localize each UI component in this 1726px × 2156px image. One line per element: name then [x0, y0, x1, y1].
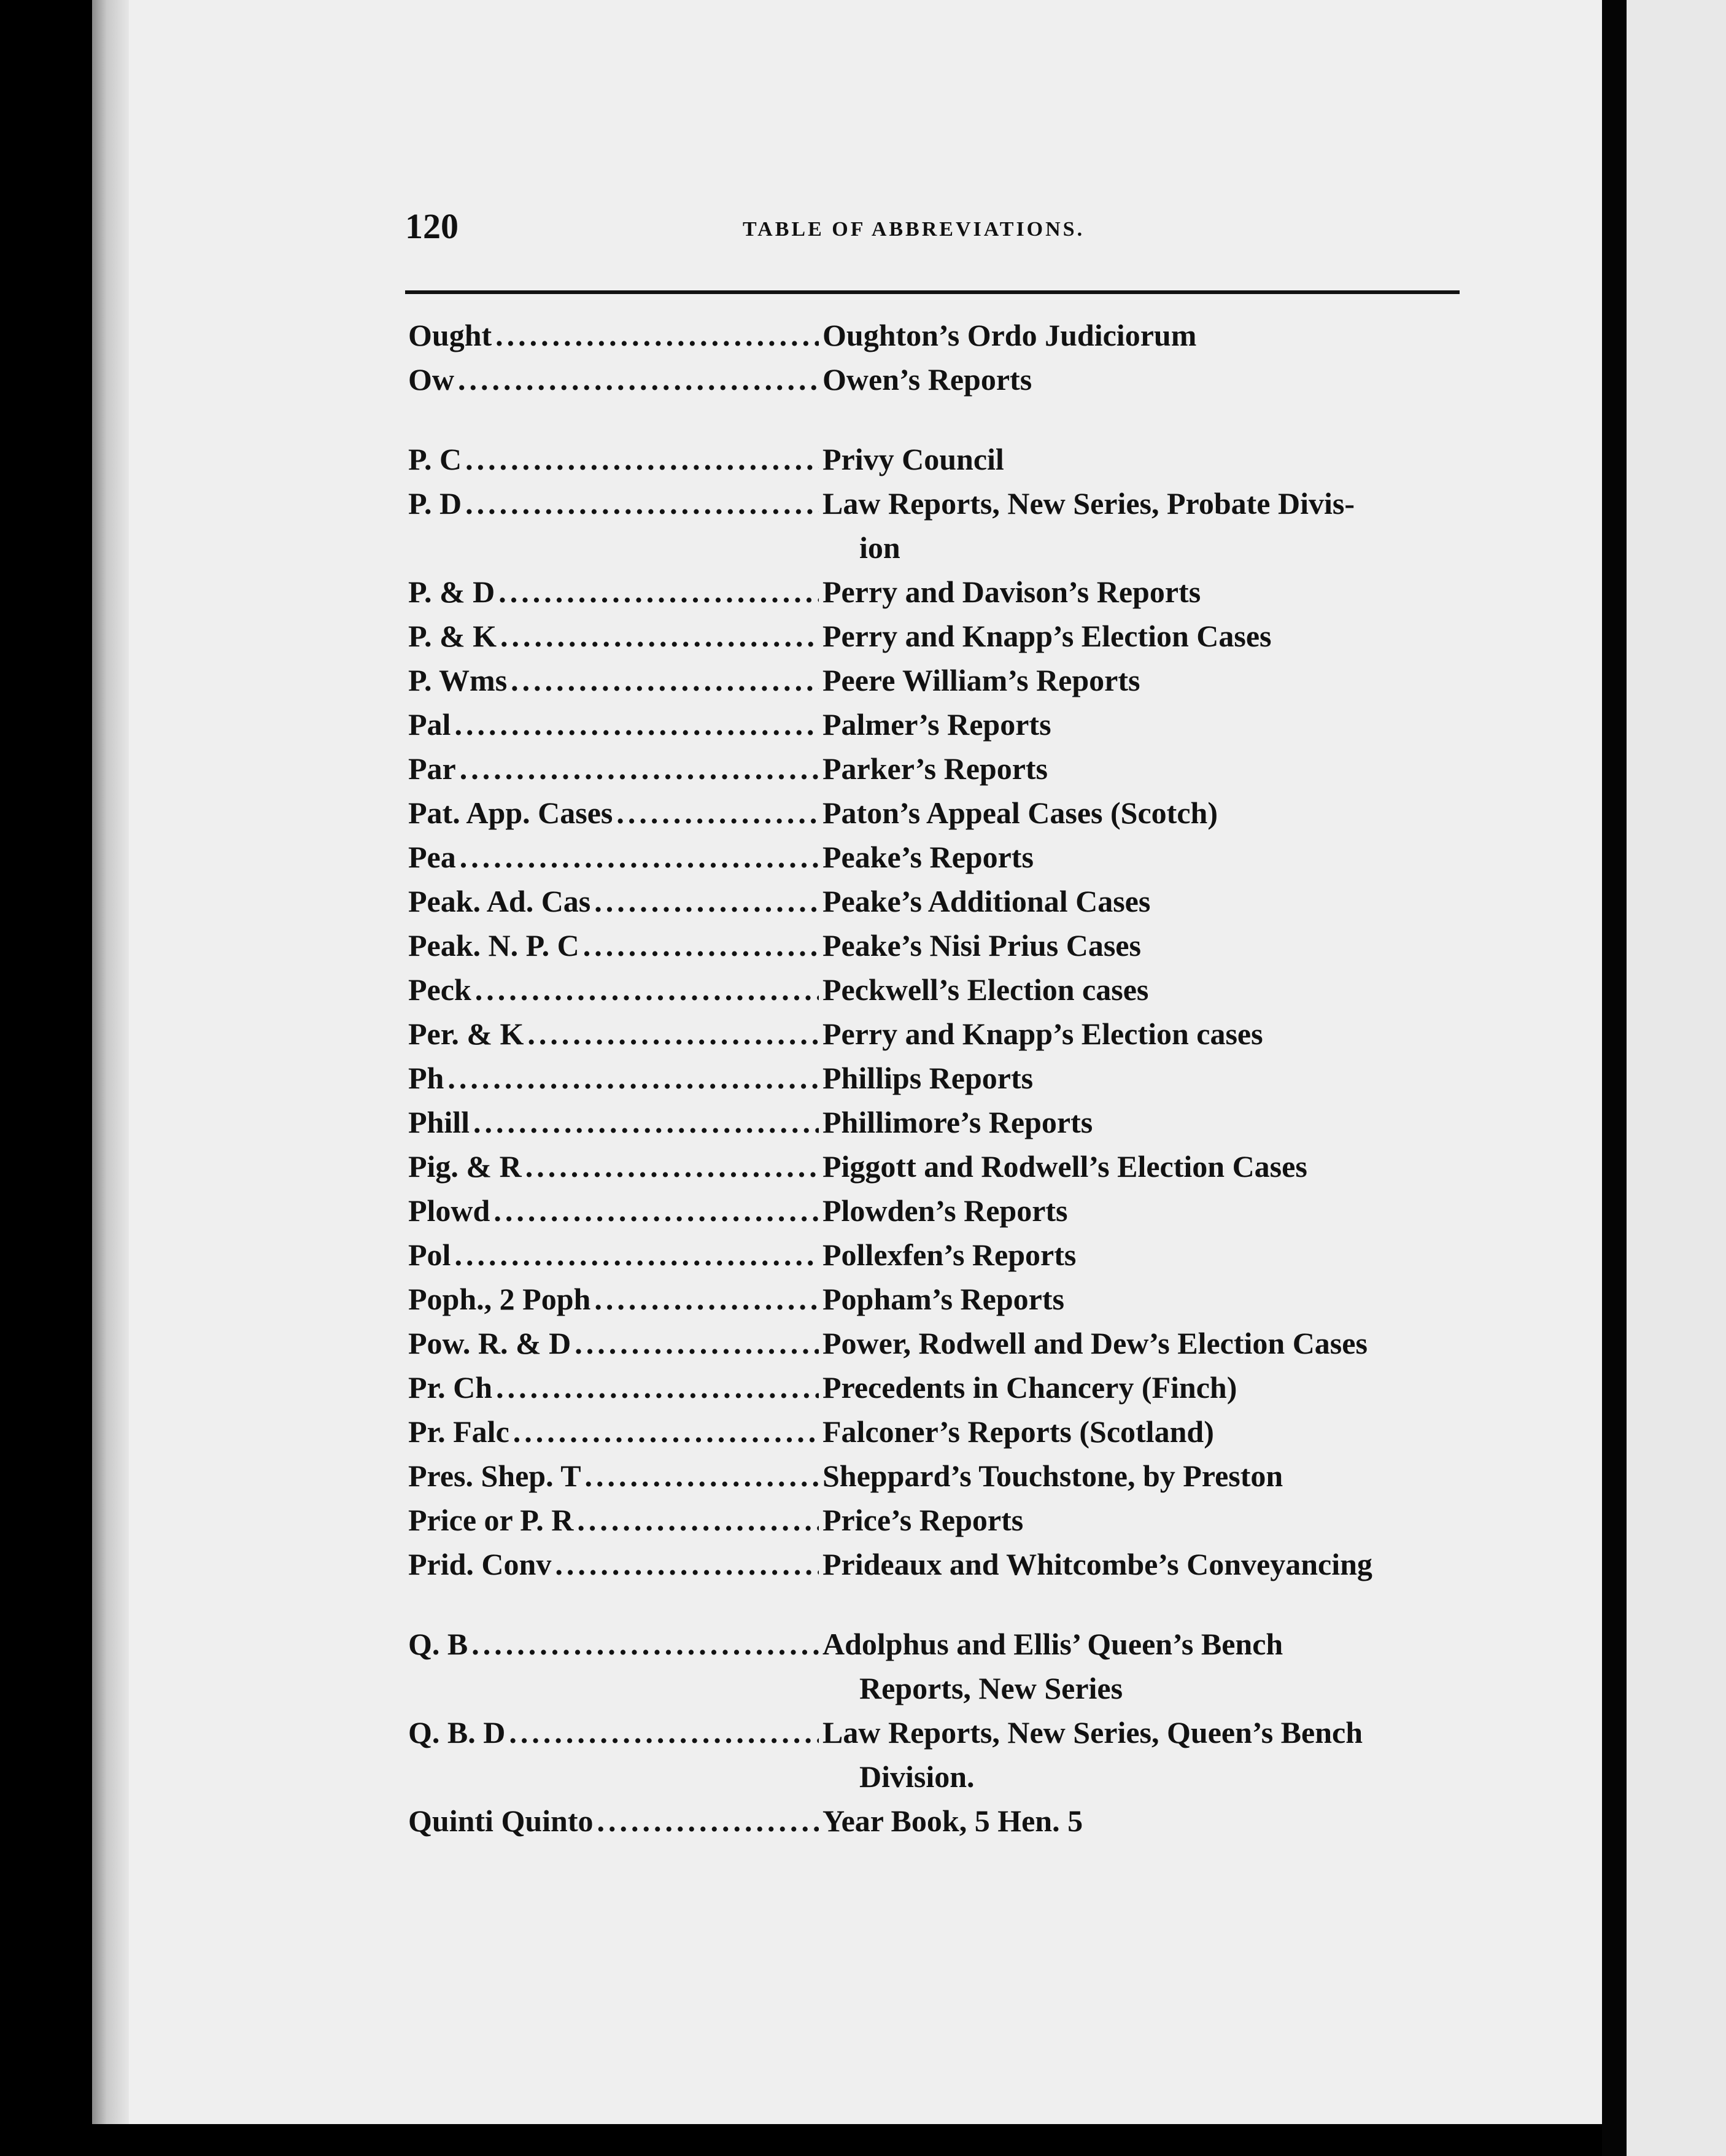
expansion-multiline	[822, 1710, 1467, 1799]
list-item	[408, 746, 1467, 791]
list-item	[408, 614, 1467, 658]
header-rule	[405, 290, 1460, 294]
list-item	[408, 1498, 1467, 1542]
list-item	[408, 570, 1467, 614]
expansion-multiline	[822, 481, 1467, 570]
dot-leader	[496, 1365, 819, 1410]
list-item	[408, 923, 1467, 967]
page-number: 120	[405, 206, 459, 246]
list-item	[408, 1144, 1467, 1189]
dot-leader	[585, 1454, 819, 1498]
abbreviation: Price or P. R	[408, 1503, 574, 1537]
dot-leader	[525, 1144, 819, 1189]
list-item	[408, 1056, 1467, 1100]
dot-leader	[458, 357, 819, 401]
expansion: Phillimore’s Reports	[822, 1105, 1093, 1139]
expansion: Peake’s Reports	[822, 840, 1034, 874]
list-item	[408, 1542, 1467, 1586]
list-item	[408, 658, 1467, 702]
list-item	[408, 1365, 1467, 1410]
list-item	[408, 1410, 1467, 1454]
list-item	[408, 313, 1467, 357]
abbreviation: Phill	[408, 1105, 470, 1139]
list-item	[408, 791, 1467, 835]
expansion: Peckwell’s Election cases	[822, 972, 1149, 1007]
dot-leader	[575, 1321, 819, 1365]
list-item	[408, 437, 1467, 481]
expansion: Peake’s Additional Cases	[822, 884, 1151, 918]
page-header	[405, 206, 1461, 255]
abbreviation: Prid. Conv	[408, 1547, 552, 1581]
facing-page-edge	[1627, 0, 1726, 2156]
list-item	[408, 1233, 1467, 1277]
dot-leader	[471, 1622, 819, 1666]
dot-leader	[473, 1100, 819, 1144]
abbreviation: P. & D	[408, 575, 495, 609]
dot-leader	[454, 702, 819, 746]
abbreviation: Pig. & R	[408, 1149, 522, 1184]
dot-leader	[454, 1233, 819, 1277]
expansion: Phillips Reports	[822, 1061, 1034, 1095]
list-item	[408, 1622, 1467, 1710]
expansion: Pollexfen’s Reports	[822, 1238, 1077, 1272]
abbreviation: Q. B. D	[408, 1715, 506, 1750]
dot-leader	[594, 879, 819, 923]
abbreviation: Poph., 2 Poph	[408, 1282, 591, 1316]
expansion: Sheppard’s Touchstone, by Preston	[822, 1459, 1283, 1493]
expansion: Piggott and Rodwell’s Election Cases	[822, 1149, 1307, 1184]
list-item	[408, 1189, 1467, 1233]
dot-leader	[475, 967, 819, 1012]
expansion: Peake’s Nisi Prius Cases	[822, 928, 1141, 963]
expansion-continuation: Reports, New Series	[859, 1671, 1123, 1705]
list-item	[408, 702, 1467, 746]
dot-leader	[493, 1189, 819, 1233]
abbreviation: Pat. App. Cases	[408, 796, 613, 830]
expansion-continuation: Division.	[859, 1759, 975, 1794]
dot-leader	[498, 570, 819, 614]
list-item	[408, 1799, 1467, 1843]
abbreviation: Per. & K	[408, 1017, 524, 1051]
abbreviation: P. C	[408, 442, 462, 476]
expansion: Perry and Davison’s Reports	[822, 575, 1201, 609]
expansion: Popham’s Reports	[822, 1282, 1064, 1316]
dot-leader	[577, 1498, 819, 1542]
dot-leader	[527, 1012, 819, 1056]
dot-leader	[460, 835, 819, 879]
dot-leader	[509, 1710, 819, 1755]
abbreviation: Pea	[408, 840, 456, 874]
abbreviation: Ought	[408, 318, 492, 352]
dot-leader	[583, 923, 819, 967]
abbreviation: Q. B	[408, 1627, 468, 1661]
expansion: Plowden’s Reports	[822, 1193, 1068, 1228]
abbreviation: Peak. N. P. C	[408, 928, 579, 963]
abbreviation: Ph	[408, 1061, 444, 1095]
list-item	[408, 1321, 1467, 1365]
abbreviation: Ow	[408, 362, 454, 397]
expansion: Peere William’s Reports	[822, 663, 1140, 697]
list-item	[408, 1100, 1467, 1144]
expansion: Falconer’s Reports (Scotland)	[822, 1414, 1214, 1449]
dot-leader	[594, 1277, 819, 1321]
list-item	[408, 879, 1467, 923]
dot-leader	[495, 313, 819, 357]
page-edge-shadow	[92, 0, 129, 2124]
expansion-continuation: ion	[859, 530, 900, 565]
abbreviation: Pol	[408, 1238, 451, 1272]
abbreviation: Pr. Ch	[408, 1370, 493, 1405]
abbreviation-list	[408, 313, 1467, 1843]
expansion: Law Reports, New Series, Probate Divis-	[822, 486, 1355, 521]
dot-leader	[513, 1410, 819, 1454]
abbreviation: Pres. Shep. T	[408, 1459, 581, 1493]
expansion: Owen’s Reports	[822, 362, 1032, 397]
expansion: Adolphus and Ellis’ Queen’s Bench	[822, 1627, 1283, 1661]
expansion: Law Reports, New Series, Queen’s Bench	[822, 1715, 1363, 1750]
list-item	[408, 1277, 1467, 1321]
list-item	[408, 357, 1467, 401]
list-item	[408, 1012, 1467, 1056]
list-item	[408, 1710, 1467, 1799]
list-item	[408, 967, 1467, 1012]
abbreviation: Peck	[408, 972, 471, 1007]
abbreviation: Quinti Quinto	[408, 1804, 594, 1838]
abbreviation: Par	[408, 751, 456, 786]
expansion: Perry and Knapp’s Election Cases	[822, 619, 1272, 653]
dot-leader	[500, 614, 819, 658]
dot-leader	[511, 658, 819, 702]
abbreviation: P. Wms	[408, 663, 508, 697]
list-item	[408, 481, 1467, 570]
book-gutter	[1602, 0, 1627, 2156]
dot-leader	[447, 1056, 819, 1100]
dot-leader	[465, 437, 819, 481]
running-title: TABLE OF ABBREVIATIONS.	[743, 218, 1085, 241]
expansion: Prideaux and Whitcombe’s Conveyancing	[822, 1547, 1372, 1581]
expansion: Palmer’s Reports	[822, 707, 1051, 742]
expansion: Year Book, 5 Hen. 5	[822, 1804, 1083, 1838]
expansion: Perry and Knapp’s Election cases	[822, 1017, 1263, 1051]
list-item	[408, 1454, 1467, 1498]
expansion: Paton’s Appeal Cases (Scotch)	[822, 796, 1218, 830]
abbreviation: Pal	[408, 707, 451, 742]
dot-leader	[465, 481, 819, 525]
expansion: Parker’s Reports	[822, 751, 1048, 786]
dot-leader	[616, 791, 819, 835]
expansion: Privy Council	[822, 442, 1004, 476]
dot-leader	[597, 1799, 819, 1843]
list-item	[408, 835, 1467, 879]
expansion: Power, Rodwell and Dew’s Election Cases	[822, 1326, 1368, 1360]
expansion: Precedents in Chancery (Finch)	[822, 1370, 1237, 1405]
abbreviation: Pr. Falc	[408, 1414, 509, 1449]
expansion: Price’s Reports	[822, 1503, 1024, 1537]
dot-leader	[460, 746, 819, 791]
abbreviation: P. D	[408, 486, 462, 521]
abbreviation: Peak. Ad. Cas	[408, 884, 591, 918]
abbreviation: Pow. R. & D	[408, 1326, 571, 1360]
abbreviation: P. & K	[408, 619, 497, 653]
expansion: Oughton’s Ordo Judiciorum	[822, 318, 1197, 352]
expansion-multiline	[822, 1622, 1467, 1710]
dot-leader	[555, 1542, 819, 1586]
abbreviation: Plowd	[408, 1193, 490, 1228]
